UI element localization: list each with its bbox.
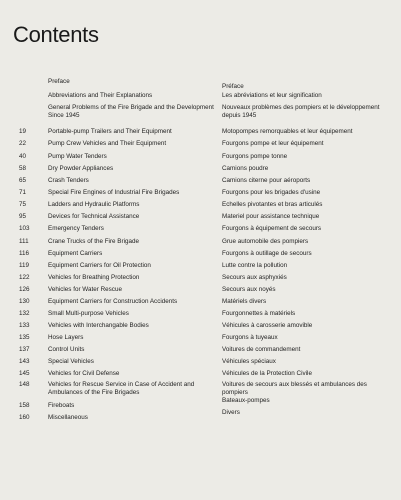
page-number: 130 (19, 298, 30, 305)
page-number: 122 (19, 274, 30, 281)
french-title: Echelles pivotantes et bras articulés (222, 201, 323, 208)
page-number: 135 (19, 334, 30, 341)
page-number: 75 (19, 201, 27, 208)
english-title: Abbreviations and Their Explanations (48, 92, 153, 99)
english-title: Preface (48, 78, 70, 85)
page-number: 148 (19, 381, 30, 388)
french-title: Secours aux asphyxiés (222, 274, 287, 281)
english-title: Small Multi-purpose Vehicles (48, 310, 129, 317)
english-title: Vehicles for Water Rescue (48, 286, 122, 293)
french-title: Grue automobile des pompiers (222, 238, 309, 245)
french-title: Divers (222, 409, 240, 416)
french-title: Voitures de commandement (222, 346, 301, 353)
page-number: 40 (19, 153, 27, 160)
page-number: 137 (19, 346, 30, 353)
french-title: Bateaux-pompes (222, 397, 270, 404)
english-title: Crane Trucks of the Fire Brigade (48, 238, 139, 245)
page-number: 158 (19, 402, 30, 409)
page-number: 133 (19, 322, 30, 329)
page-number: 145 (19, 370, 30, 377)
page-number: 126 (19, 286, 30, 293)
english-title: Vehicles for Breathing Protection (48, 274, 140, 281)
page-number: 119 (19, 262, 30, 269)
english-title: Emergency Tenders (48, 225, 104, 232)
french-title: Camions poudre (222, 165, 269, 172)
french-title: Secours aux noyés (222, 286, 276, 293)
french-title: Véhicules à carosserie amovible (222, 322, 313, 329)
page-number: 22 (19, 140, 27, 147)
english-title: Control Units (48, 346, 85, 353)
page-title: Contents (13, 22, 99, 47)
french-title: Fourgons à équipement de secours (222, 225, 322, 232)
french-title: Préface (222, 83, 244, 90)
french-title: Camions citerne pour aéroports (222, 177, 311, 184)
french-title: Nouveaux problèmes des pompiers et le développement depuis 1945 (222, 104, 380, 119)
page-number: 71 (19, 189, 27, 196)
english-title: Special Fire Engines of Industrial Fire Brigades (48, 189, 180, 196)
french-title: Fourgonnettes à matériels (222, 310, 296, 317)
page-number: 19 (19, 128, 27, 135)
page-number: 111 (19, 238, 29, 245)
french-title: Voitures de secours aux blessés et ambulances des pompiers (222, 381, 367, 396)
page-number: 103 (19, 225, 30, 232)
english-title: Pump Water Tenders (48, 153, 107, 160)
english-title: Fireboats (48, 402, 75, 409)
english-title: Hose Layers (48, 334, 84, 341)
english-title: Equipment Carriers for Oil Protection (48, 262, 151, 269)
english-title: Vehicles for Rescue Service in Case of Accident and Ambulances of the Fire Brigades (48, 381, 195, 396)
english-title: Portable-pump Trailers and Their Equipment (48, 128, 172, 135)
french-title: Fourgons à tuyeaux (222, 334, 278, 341)
page-number: 58 (19, 165, 27, 172)
page-number: 143 (19, 358, 30, 365)
french-title: Véhicules spéciaux (222, 358, 276, 365)
english-title: Miscellaneous (48, 414, 88, 421)
english-title: Equipment Carriers for Construction Accidents (48, 298, 178, 305)
english-title: Vehicles for Civil Defense (48, 370, 120, 377)
french-title: Fourgons à outillage de secours (222, 250, 312, 257)
english-title: Ladders and Hydraulic Platforms (48, 201, 140, 208)
french-title: Véhicules de la Protection Civile (222, 370, 312, 377)
english-title: Pump Crew Vehicles and Their Equipment (48, 140, 167, 147)
french-title: Materiel pour assistance technique (222, 213, 320, 220)
english-title: Crash Tenders (48, 177, 89, 184)
page-number: 160 (19, 414, 30, 421)
english-title: Dry Powder Appliances (48, 165, 114, 172)
page-number: 132 (19, 310, 30, 317)
english-title: General Problems of the Fire Brigade and the Development Since 1945 (48, 104, 214, 119)
french-title: Matériels divers (222, 298, 267, 305)
english-title: Devices for Technical Assistance (48, 213, 140, 220)
french-title: Fourgons pour les brigades d'usine (222, 189, 321, 196)
english-title: Equipment Carriers (48, 250, 103, 257)
page-number: 65 (19, 177, 27, 184)
french-title: Les abréviations et leur signification (222, 92, 322, 99)
page-number: 116 (19, 250, 30, 257)
page-number: 95 (19, 213, 27, 220)
french-title: Fourgons pompe et leur équipement (222, 140, 324, 147)
french-title: Lutte contre la pollution (222, 262, 288, 269)
english-title: Special Vehicles (48, 358, 94, 365)
english-title: Vehicles with Interchangable Bodies (48, 322, 149, 329)
french-title: Fourgons pompe tonne (222, 153, 288, 160)
french-title: Motopompes remorquables et leur équipement (222, 128, 353, 135)
